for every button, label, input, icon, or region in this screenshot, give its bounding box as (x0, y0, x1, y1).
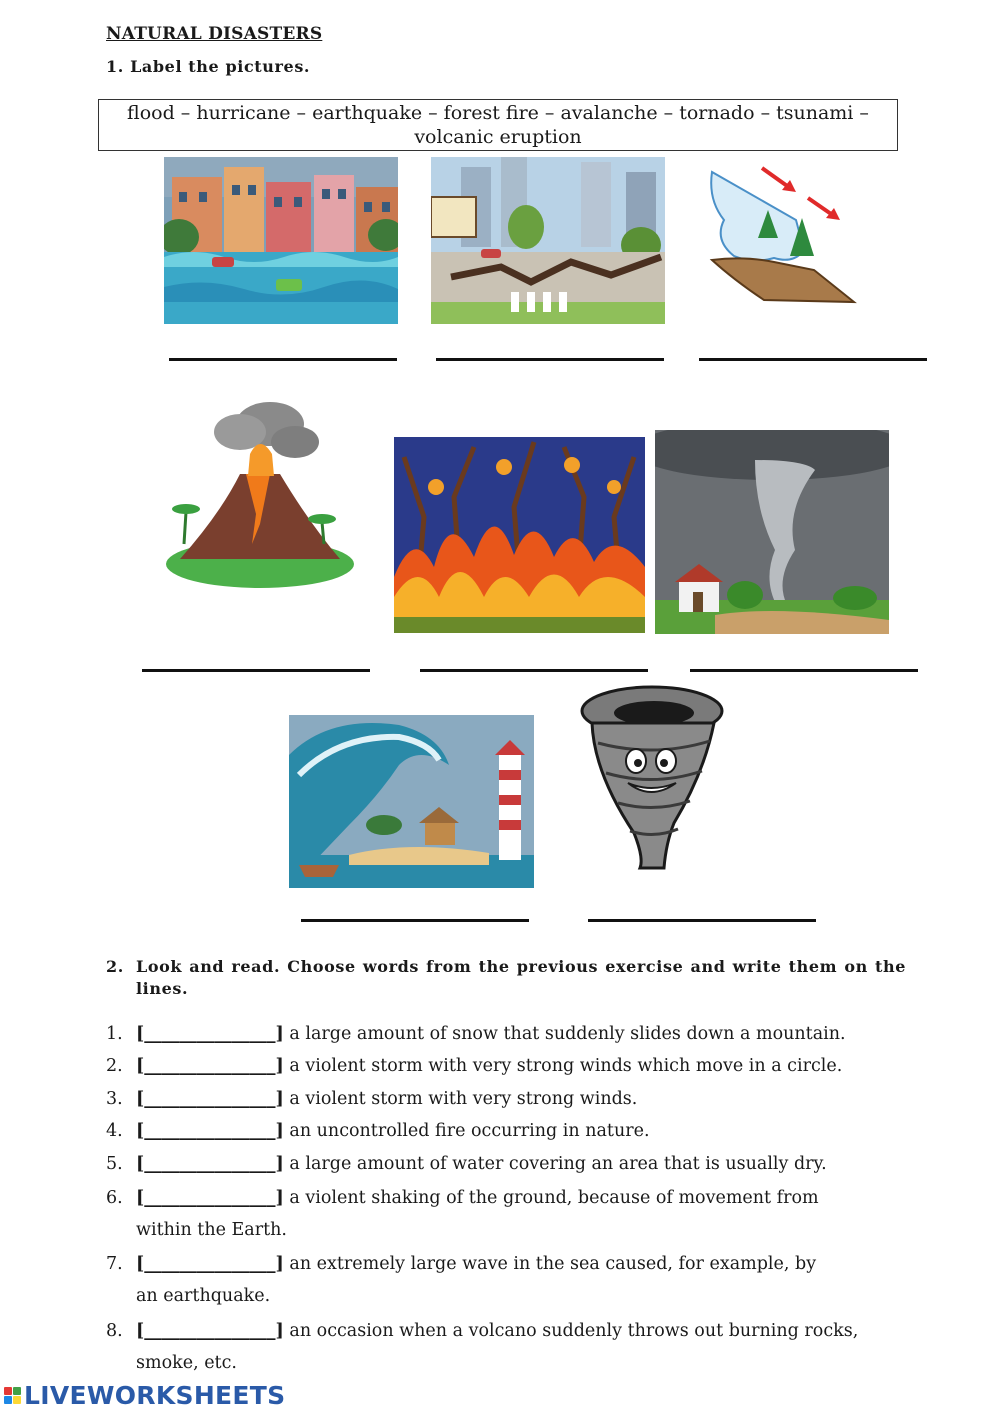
word-bank-line-1: flood – hurricane – earthquake – forest fire – avalanche – tornado – tsunami – (127, 102, 869, 124)
logo-icon (4, 1387, 21, 1404)
exercise-1-heading (106, 57, 310, 76)
answer-line-8[interactable] (588, 919, 816, 922)
item-number: 5. (106, 1154, 123, 1174)
answer-blank[interactable]: [_______________] (136, 1321, 284, 1341)
item-definition: a violent shaking of the ground, because of movement from (289, 1188, 819, 1208)
exercise-1-number: 1. (106, 57, 124, 76)
item-number: 6. (106, 1188, 123, 1208)
exercise-1-instruction: Label the pictures. (130, 57, 311, 76)
answer-line-4[interactable] (142, 669, 370, 672)
answer-line-3[interactable] (699, 358, 927, 361)
definition-item (106, 1248, 896, 1312)
word-bank (98, 99, 898, 151)
answer-line-1[interactable] (169, 358, 397, 361)
item-number: 7. (106, 1254, 123, 1274)
volcano-picture (160, 394, 356, 592)
word-bank-line-2: volcanic eruption (414, 126, 582, 148)
earthquake-picture (431, 157, 665, 324)
avalanche-picture (704, 160, 860, 308)
item-number: 1. (106, 1024, 123, 1044)
definition-item (106, 1182, 896, 1246)
item-definition: an occasion when a volcano suddenly throws out burning rocks, (289, 1321, 859, 1341)
item-definition: an uncontrolled fire occurring in nature. (289, 1121, 650, 1141)
item-number: 8. (106, 1321, 123, 1341)
tornado-picture (655, 430, 889, 634)
item-definition: a large amount of water covering an area that is usually dry. (289, 1154, 827, 1174)
definition-item (106, 1018, 896, 1050)
item-definition: a large amount of snow that suddenly slides down a mountain. (289, 1024, 846, 1044)
answer-blank[interactable]: [_______________] (136, 1056, 284, 1076)
logo-text: LIVEWORKSHEETS (24, 1381, 286, 1410)
hurricane-picture (574, 683, 729, 873)
item-definition-continued: within the Earth. (136, 1220, 287, 1240)
definition-item (106, 1148, 896, 1180)
item-definition: a violent storm with very strong winds. (289, 1089, 638, 1109)
definition-item (106, 1115, 896, 1147)
forest-fire-picture (394, 437, 645, 633)
exercise-2-number: 2. (106, 957, 124, 976)
worksheet-title: NATURAL DISASTERS (106, 24, 323, 44)
item-definition: a violent storm with very strong winds which move in a circle. (289, 1056, 843, 1076)
definition-item (106, 1083, 896, 1115)
answer-blank[interactable]: [_______________] (136, 1154, 284, 1174)
answer-blank[interactable]: [_______________] (136, 1024, 284, 1044)
item-number: 2. (106, 1056, 123, 1076)
item-number: 4. (106, 1121, 123, 1141)
liveworksheets-logo (4, 1381, 285, 1410)
answer-blank[interactable]: [_______________] (136, 1089, 284, 1109)
item-definition-continued: smoke, etc. (136, 1353, 237, 1373)
answer-line-2[interactable] (436, 358, 664, 361)
item-number: 3. (106, 1089, 123, 1109)
definition-item (106, 1050, 896, 1082)
item-definition-continued: an earthquake. (136, 1286, 271, 1306)
answer-line-5[interactable] (420, 669, 648, 672)
exercise-2-heading (106, 956, 906, 1000)
answer-blank[interactable]: [_______________] (136, 1188, 284, 1208)
exercise-2-instruction: Look and read. Choose words from the previous exercise and write them on the lines. (136, 957, 906, 998)
answer-blank[interactable]: [_______________] (136, 1254, 284, 1274)
definition-item (106, 1315, 896, 1379)
flood-picture (164, 157, 398, 324)
item-definition: an extremely large wave in the sea caused, for example, by (289, 1254, 817, 1274)
tsunami-picture (289, 715, 534, 888)
answer-blank[interactable]: [_______________] (136, 1121, 284, 1141)
answer-line-7[interactable] (301, 919, 529, 922)
answer-line-6[interactable] (690, 669, 918, 672)
